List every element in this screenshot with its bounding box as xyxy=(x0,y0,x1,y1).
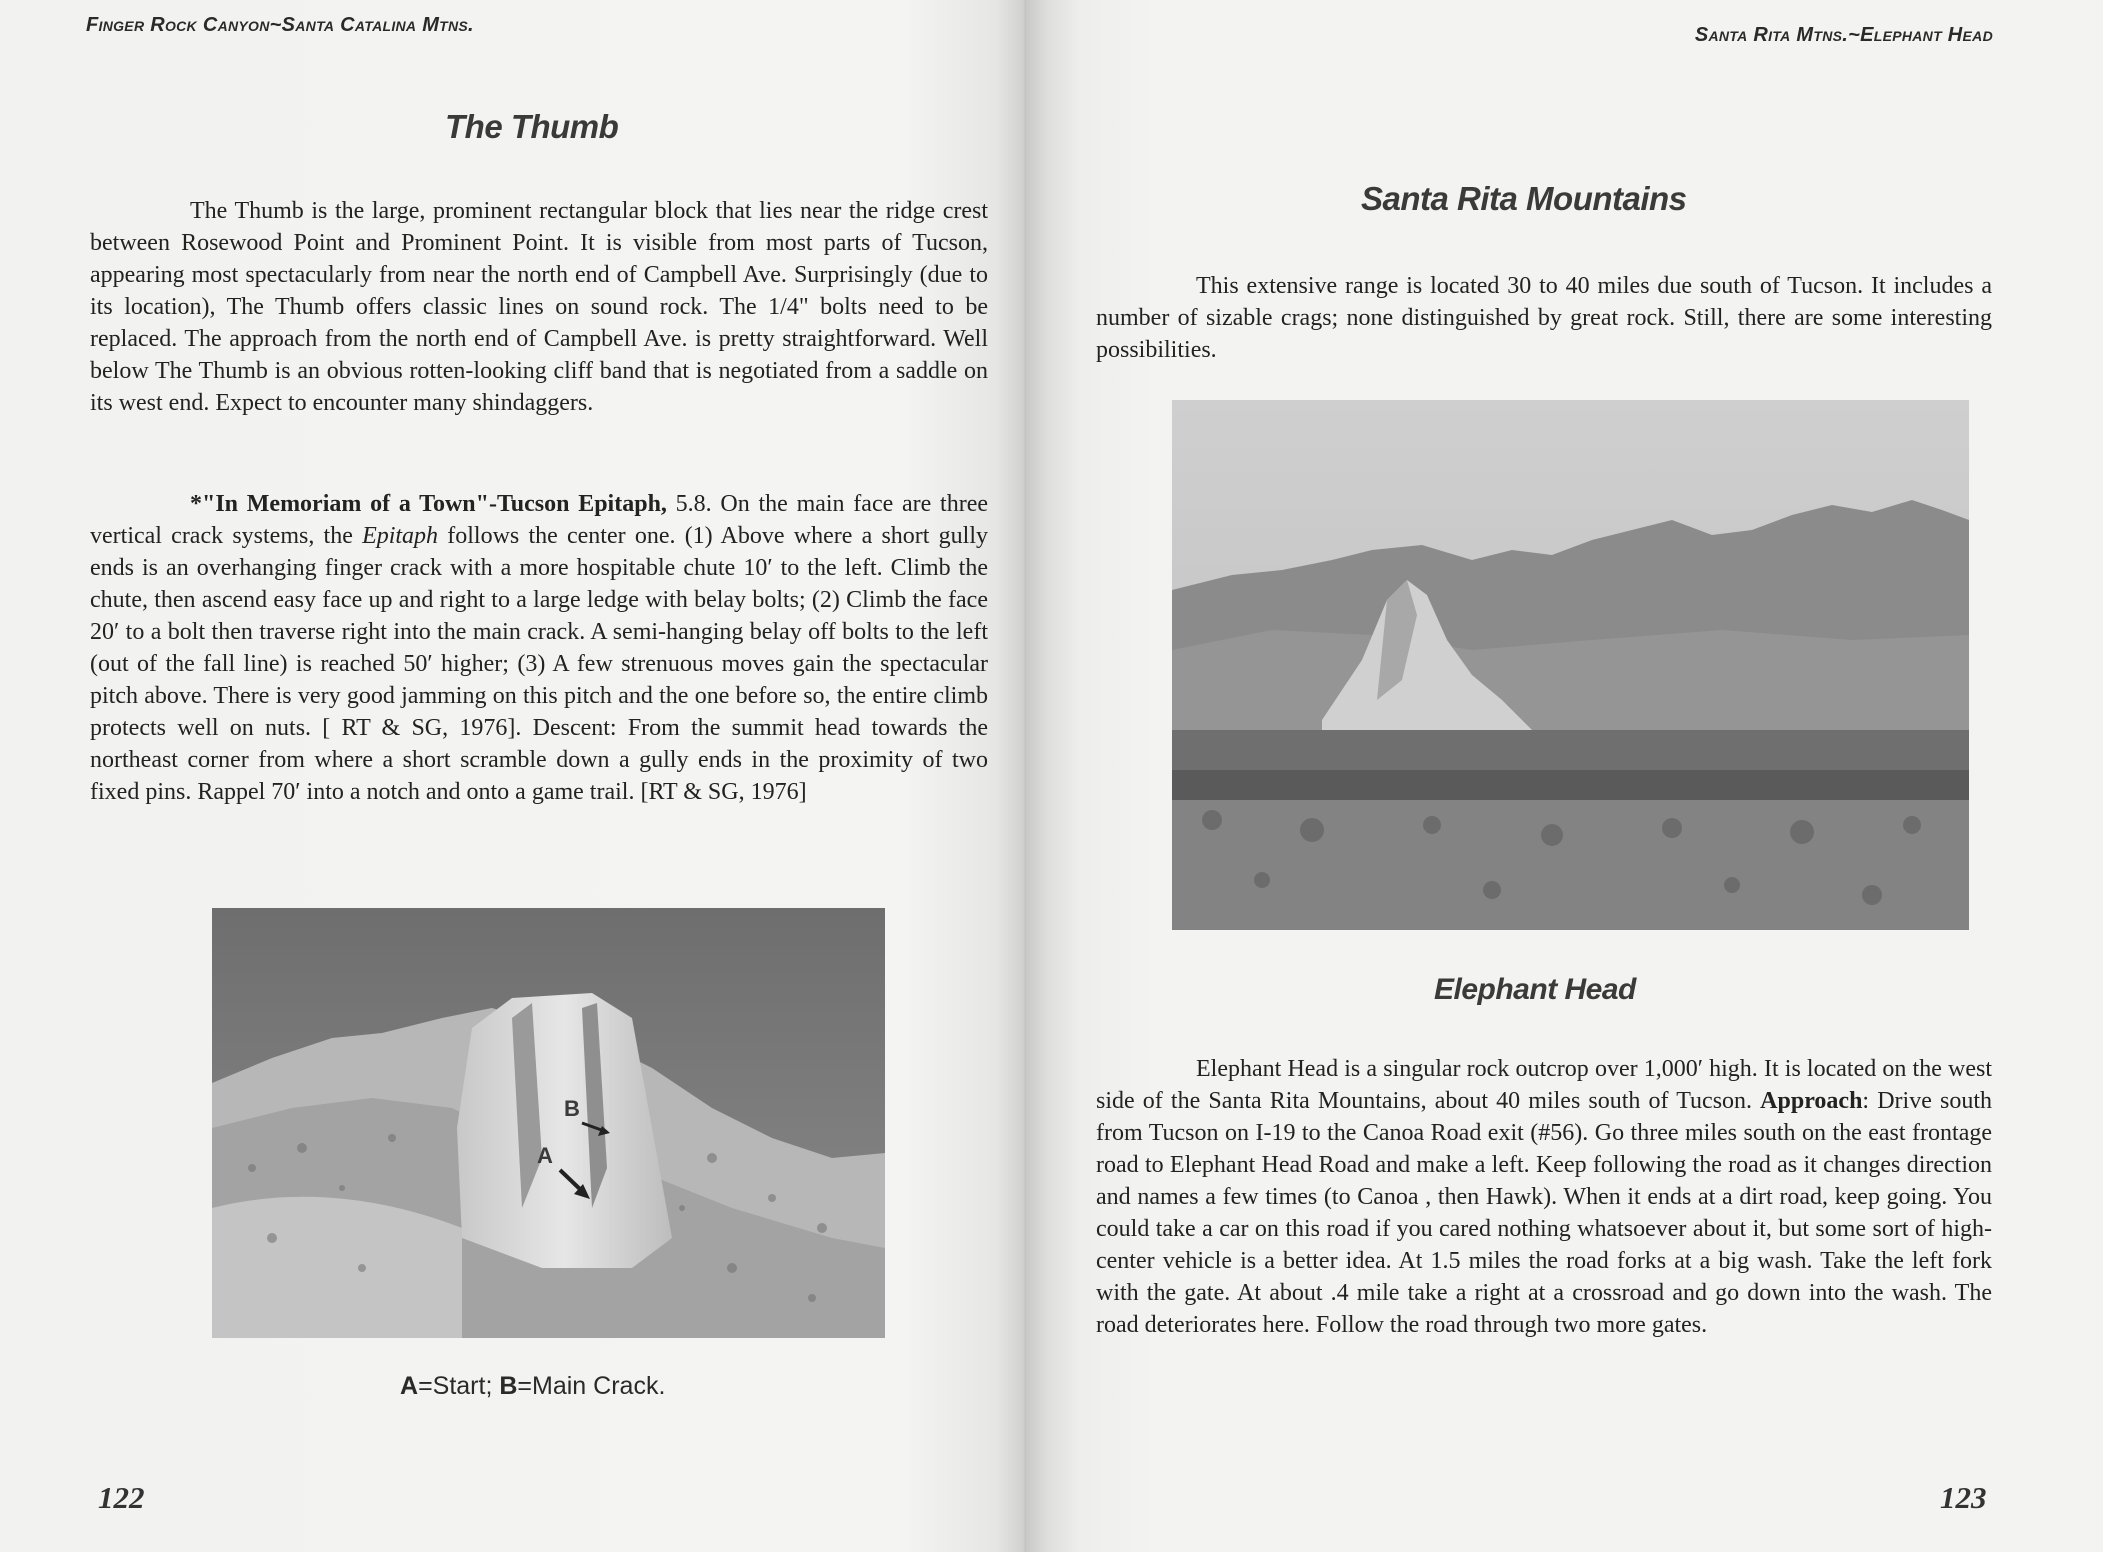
santa-rita-photo xyxy=(1172,400,1969,930)
section-title-santa-rita: Santa Rita Mountains xyxy=(1361,180,1687,217)
route-text-part-1: On the main face are three vertical crack systems, the xyxy=(90,491,988,549)
right-page xyxy=(1026,0,2103,1552)
route-text-part-2: follows the center one. (1) Above where a short gully ends is an overhanging finger crack with a more hospitable chute 10′ to the left. Climb the chute, then ascend easy face up and right to a large ledge with belay bolts; (2) Climb the face 20′ to a bolt then traverse right into the main crack. A semi-hanging belay off bolts to the left (out of the fall line) is reached 50′ higher; (3) A few strenuous moves gain the spectacular pitch above. There is very good jamming on this pitch and the one before so, the entire climb protects well on nuts. [ RT & SG, 1976]. Descent: From the summit head towards the northeast corner from where a short scramble down a gully ends in the proximity of two fixed pins. Rappel 70′ into a notch and onto a game trail. [RT & SG, 1976] xyxy=(90,523,988,805)
route-grade: 5.8. xyxy=(666,491,712,517)
photo-label-a: A xyxy=(537,1143,553,1168)
route-description-paragraph xyxy=(90,488,988,808)
route-epitaph-italic: Epitaph xyxy=(362,523,439,549)
thumb-photo xyxy=(212,908,885,1338)
elephant-head-text-2: : Drive south from Tucson on I-19 to the Canoa Road exit (#56). Go three miles south on the east frontage road to Elephant Head Road and make a left. Keep following the road as it changes direction and names a few times (to Canoa , then Hawk). When it ends at a dirt road, keep going. You could take a car on this road if you cared nothing whatsoever about it, but some sort of high-center vehicle is a better idea. At 1.5 miles the road forks at a big wash. Take the left fork with the gate. At about .4 mile take a right at a crossroad and go down into the wash. The road deteriorates here. Follow the road through two more gates. xyxy=(1096,1088,1992,1338)
left-page xyxy=(0,0,1026,1552)
page-number-left: 122 xyxy=(98,1480,145,1515)
section-title-the-thumb: The Thumb xyxy=(445,108,619,145)
route-name: *"In Memoriam of a Town"-Tucson Epitaph, xyxy=(190,491,667,517)
approach-label: Approach xyxy=(1760,1088,1863,1114)
page-number-right: 123 xyxy=(1940,1480,1987,1515)
santa-rita-photo-image xyxy=(1172,400,1969,930)
photo-label-b: B xyxy=(564,1096,580,1121)
thumb-intro-text: The Thumb is the large, prominent rectangular block that lies near the ridge crest between Rosewood Point and Prominent Point. It is visible from most parts of Tucson, appearing most spectacularly from near the north end of Campbell Ave. Surprisingly (due to its location), The Thumb offers classic lines on sound rock. The 1/4" bolts need to be replaced. The approach from the north end of Campbell Ave. is pretty straightforward. Well below The Thumb is an obvious rotten-looking cliff band that is negotiated from a saddle on its west end. Expect to encounter many shindaggers. xyxy=(90,198,988,416)
santa-rita-intro-paragraph xyxy=(1096,270,1992,366)
elephant-head-paragraph xyxy=(1096,1053,1992,1341)
thumb-photo-image xyxy=(212,908,885,1338)
running-head-right: Santa Rita Mtns.~Elephant Head xyxy=(1694,24,1993,46)
santa-rita-intro-text: This extensive range is located 30 to 40 miles due south of Tucson. It includes a number of sizable crags; none distinguished by great rock. Still, there are some interesting possibilities. xyxy=(1096,273,1992,363)
thumb-intro-paragraph xyxy=(90,195,988,419)
running-head-left: Finger Rock Canyon~Santa Catalina Mtns. xyxy=(86,14,474,36)
thumb-photo-caption: A=Start; B=Main Crack. xyxy=(400,1372,666,1400)
subsection-title-elephant-head: Elephant Head xyxy=(1434,973,1636,1006)
elephant-head-text-1: Elephant Head is a singular rock outcrop over 1,000′ high. It is located on the west side of the Santa Rita Mountains, about 40 miles south of Tucson. xyxy=(1096,1056,1992,1114)
